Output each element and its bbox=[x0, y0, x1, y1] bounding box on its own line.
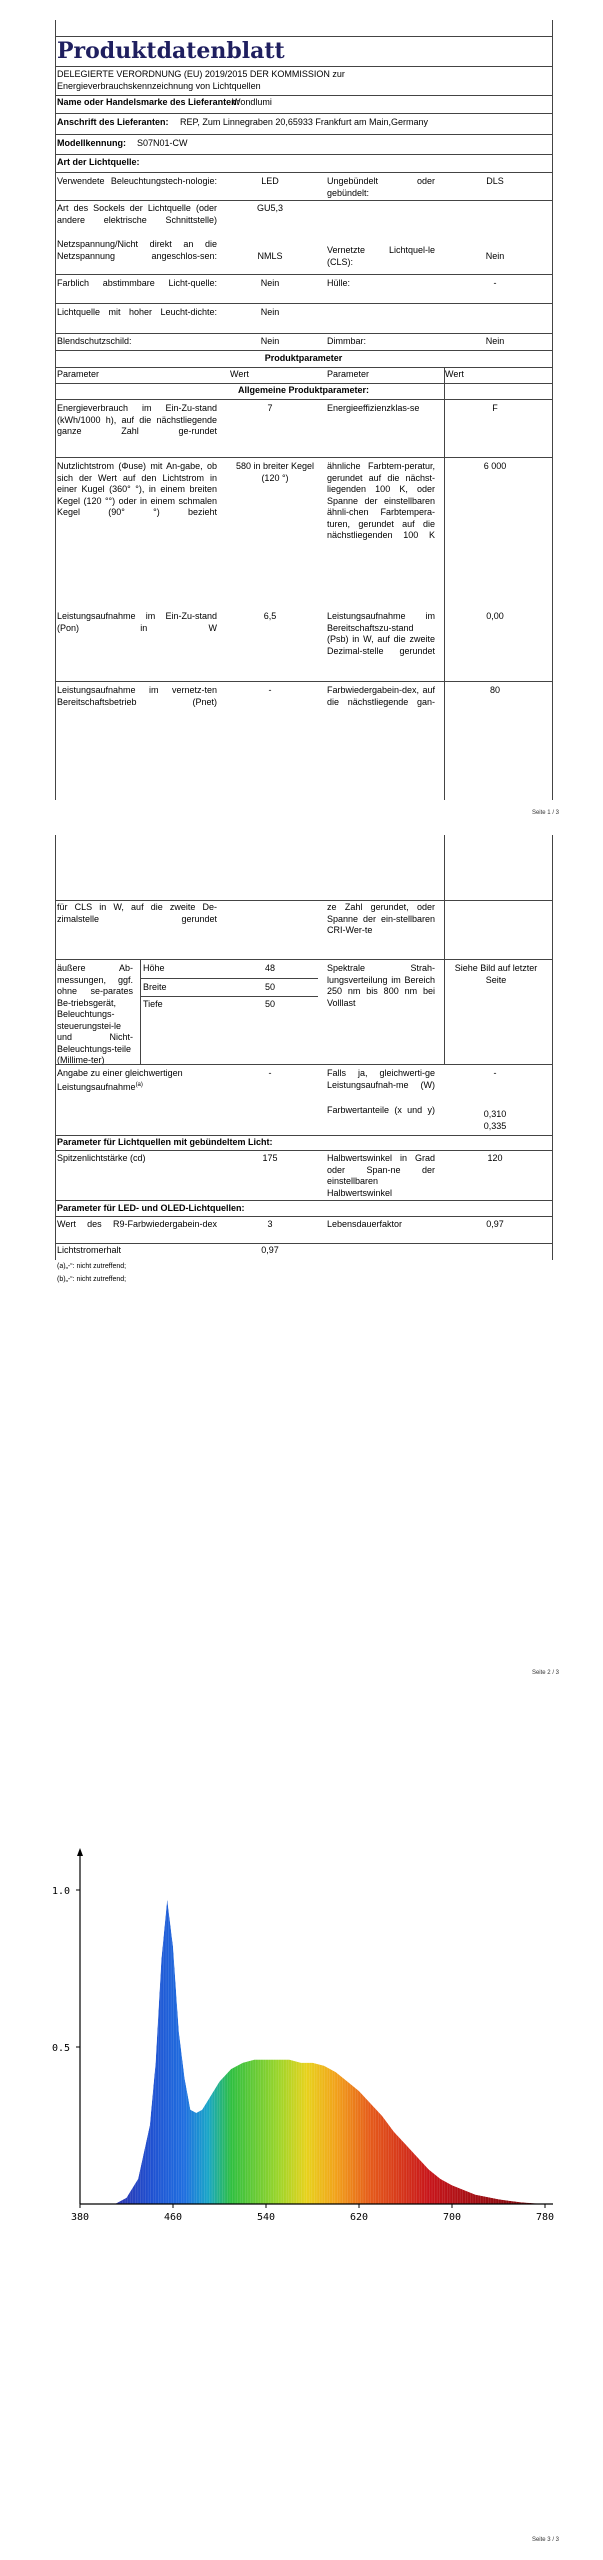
cls-value: Nein bbox=[485, 251, 505, 261]
rule bbox=[55, 200, 552, 201]
rule bbox=[55, 457, 552, 458]
cct-value: 6 000 bbox=[483, 461, 507, 471]
networked-standby-label: Leistungsaufnahme im vernetz-ten Bereitschaftsbetrieb (Pnet) bbox=[57, 685, 217, 707]
height-value: 48 bbox=[264, 963, 275, 973]
glare-value: Nein bbox=[260, 336, 280, 346]
energy-consumption-value: 7 bbox=[267, 403, 273, 413]
rule bbox=[55, 1150, 552, 1151]
rule bbox=[55, 303, 552, 304]
table-border bbox=[140, 959, 141, 1064]
spd-label: Spektrale Strah-lungsverteilung im Bereich 250 nm bis 800 nm bei Volllast bbox=[327, 963, 435, 1008]
rule bbox=[55, 367, 552, 368]
rule bbox=[55, 1200, 552, 1201]
bundled-value: DLS bbox=[486, 176, 504, 186]
rule bbox=[55, 172, 552, 173]
useful-flux-label: Nutzlichtstrom (Φuse) mit An-gabe, ob sich der Wert auf den Lichtstrom in einer Kugel (360° °), in einem breiten Kegel (120 °°) oder in einem schmalen Kegel (90° °) bezieht bbox=[57, 461, 217, 517]
rule bbox=[55, 1243, 552, 1244]
rule bbox=[55, 1135, 552, 1136]
x-tick-label: 380 bbox=[70, 2212, 90, 2223]
beam-angle-value: 120 bbox=[487, 1153, 503, 1163]
page-number: Seite 2 / 3 bbox=[531, 1670, 559, 1676]
supplier-value: Wondlumi bbox=[232, 97, 272, 107]
r9-value: 3 bbox=[267, 1219, 273, 1229]
regulation-line-2: Energieverbrauchskennzeichnung von Lichtquellen bbox=[57, 81, 261, 91]
equivalent-power-value: - bbox=[268, 1068, 272, 1078]
x-tick-label: 620 bbox=[349, 2212, 369, 2223]
document-title: Produktdatenblatt bbox=[57, 38, 285, 64]
equivalent-power-watts-value: - bbox=[493, 1068, 497, 1078]
cct-label: ähnliche Farbtem-peratur, gerundet auf die nächst-liegenden 100 K, oder Spanne der einstellbaren ähnli-chen Farbtempera-turen, gerundet auf die nächstliegenden 100 K bbox=[327, 461, 435, 540]
address-label: Anschrift des Lieferanten: bbox=[57, 117, 169, 127]
dimmable-value: Nein bbox=[485, 336, 505, 346]
rule bbox=[140, 996, 318, 997]
tech-label: Verwendete Beleuchtungstech-nologie: bbox=[57, 176, 217, 186]
regulation-line-1: DELEGIERTE VERORDNUNG (EU) 2019/2015 DER KOMMISSION zur bbox=[57, 69, 345, 79]
chromaticity-y: 0,335 bbox=[483, 1121, 507, 1131]
x-tick-label: 780 bbox=[535, 2212, 555, 2223]
rule bbox=[55, 113, 552, 114]
width-label: Breite bbox=[143, 982, 167, 992]
rule bbox=[55, 1064, 552, 1065]
rule bbox=[55, 1216, 552, 1217]
cri-label-cont: ze Zahl gerundet, oder Spanne der ein-stellbaren CRI-Wer-te bbox=[327, 902, 435, 935]
bundled-label: Ungebündelt oder gebündelt: bbox=[327, 176, 435, 198]
cri-value: 80 bbox=[489, 685, 500, 695]
networked-standby-value: - bbox=[268, 685, 272, 695]
depth-value: 50 bbox=[264, 999, 275, 1009]
product-params-heading: Produktparameter bbox=[264, 353, 343, 363]
height-label: Höhe bbox=[143, 963, 165, 973]
table-border bbox=[444, 367, 445, 800]
y-axis-arrow bbox=[77, 1848, 83, 1856]
model-label: Modellkennung: bbox=[57, 138, 126, 148]
rule bbox=[55, 681, 552, 682]
x-tick-label: 540 bbox=[256, 2212, 276, 2223]
x-tick-label: 700 bbox=[442, 2212, 462, 2223]
col-header-param: Parameter bbox=[57, 369, 100, 379]
page-1 bbox=[0, 0, 603, 835]
dimmable-label: Dimmbar: bbox=[327, 336, 367, 346]
light-source-type-label: Art der Lichtquelle: bbox=[57, 157, 140, 167]
chromaticity-label: Farbwertanteile (x und y) bbox=[327, 1105, 435, 1115]
col-header-value-2: Wert bbox=[445, 369, 464, 379]
cls-label: Vernetzte Lichtquel-le (CLS): bbox=[327, 245, 435, 267]
table-border bbox=[55, 835, 56, 1260]
equivalent-power-label: Angabe zu einer gleichwertigen Leistungsaufnahme$^{(a)}$ bbox=[57, 1068, 183, 1092]
glare-label: Blendschutzschild: bbox=[57, 336, 132, 346]
energy-class-value: F bbox=[492, 403, 498, 413]
equivalent-power-watts-label: Falls ja, gleichwerti-ge Leistungsaufnah-me (W) bbox=[327, 1068, 435, 1090]
rule bbox=[55, 36, 552, 37]
peak-intensity-value: 175 bbox=[262, 1153, 278, 1163]
networked-standby-cont: für CLS in W, auf die zweite De-zimalstelle gerundet bbox=[57, 902, 217, 924]
r9-label: Wert des R9-Farbwiedergabein-dex bbox=[57, 1219, 217, 1229]
chromaticity-x: 0,310 bbox=[483, 1109, 507, 1119]
on-mode-power-value: 6,5 bbox=[263, 611, 277, 621]
led-params-heading: Parameter für LED- und OLED-Lichtquellen: bbox=[57, 1203, 245, 1213]
address-value: REP, Zum Linnegraben 20,65933 Frankfurt am Main,Germany bbox=[180, 117, 428, 127]
width-value: 50 bbox=[264, 982, 275, 992]
supplier-label: Name oder Handelsmarke des Lieferanten: bbox=[57, 97, 240, 107]
rule bbox=[55, 333, 552, 334]
socket-value: GU5,3 bbox=[256, 203, 283, 213]
standby-power-label: Leistungsaufnahme im Bereitschaftszu-stand (Psb) in W, auf die zweite Dezimal-stelle gerundet bbox=[327, 611, 435, 656]
survival-factor-value: 0,97 bbox=[486, 1219, 504, 1229]
useful-flux-value: 580 in breiter Kegel (120 °) bbox=[235, 461, 315, 483]
spd-value: Siehe Bild auf letzter Seite bbox=[454, 963, 538, 985]
col-header-value: Wert bbox=[230, 369, 249, 379]
footnote-b: (b)„-“: nicht zutreffend; bbox=[57, 1276, 127, 1283]
lumen-maintenance-label: Lichtstromerhalt bbox=[57, 1245, 122, 1255]
rule bbox=[55, 900, 552, 901]
rule bbox=[55, 95, 552, 96]
depth-label: Tiefe bbox=[143, 999, 163, 1009]
page-number: Seite 1 / 3 bbox=[531, 810, 559, 816]
socket-label: Art des Sockels der Lichtquelle (oder andere elektrische Schnittstelle) bbox=[57, 203, 217, 225]
survival-factor-label: Lebensdauerfaktor bbox=[327, 1219, 403, 1229]
tunable-label: Farblich abstimmbare Licht-quelle: bbox=[57, 278, 217, 288]
energy-consumption-label: Energieverbrauch im Ein-Zu-stand (kWh/1000 h), auf die nächstliegende ganze Zahl ge-rundet bbox=[57, 403, 217, 436]
table-border bbox=[552, 835, 553, 1260]
rule bbox=[55, 274, 552, 275]
model-value: S07N01-CW bbox=[137, 138, 188, 148]
rule bbox=[55, 959, 552, 960]
y-tick-label: 1.0 bbox=[51, 1886, 70, 1897]
page-2 bbox=[0, 835, 603, 1692]
rule bbox=[55, 399, 552, 400]
envelope-value: - bbox=[493, 278, 497, 288]
mains-value: NMLS bbox=[257, 251, 283, 261]
envelope-label: Hülle: bbox=[327, 278, 351, 288]
energy-class-label: Energieeffizienzklas-se bbox=[327, 403, 420, 413]
rule bbox=[55, 154, 552, 155]
lumen-maintenance-value: 0,97 bbox=[261, 1245, 279, 1255]
directional-params-heading: Parameter für Lichtquellen mit gebündeltem Licht: bbox=[57, 1137, 273, 1147]
dimensions-label: äußere Ab-messungen, ggf. ohne se-parates Be-triebsgerät, Beleuchtungs-steuerungstei-le und Nicht-Beleuchtungs-teile (Millime-ter) bbox=[57, 963, 133, 1065]
table-border bbox=[444, 835, 445, 1064]
rule bbox=[140, 978, 318, 979]
spectral-distribution-chart bbox=[0, 1822, 603, 2242]
page-number: Seite 3 / 3 bbox=[531, 2537, 559, 2543]
high-luminance-label: Lichtquelle mit hoher Leucht-dichte: bbox=[57, 307, 217, 317]
tunable-value: Nein bbox=[260, 278, 280, 288]
standby-power-value: 0,00 bbox=[486, 611, 504, 621]
rule bbox=[55, 383, 552, 384]
footnote-a: (a)„-“: nicht zutreffend; bbox=[57, 1263, 127, 1270]
mains-label: Netzspannung/Nicht direkt an die Netzspannung angeschlos-sen: bbox=[57, 239, 217, 261]
peak-intensity-label: Spitzenlichtstärke (cd) bbox=[57, 1153, 146, 1163]
high-luminance-value: Nein bbox=[260, 307, 280, 317]
y-tick-label: 0.5 bbox=[51, 2043, 70, 2054]
col-header-param-2: Parameter bbox=[327, 369, 370, 379]
on-mode-power-label: Leistungsaufnahme im Ein-Zu-stand (Pon) in W bbox=[57, 611, 217, 633]
tech-value: LED bbox=[261, 176, 279, 186]
page-3 bbox=[0, 1692, 603, 2560]
rule bbox=[55, 66, 552, 67]
table-border bbox=[55, 20, 56, 800]
rule bbox=[55, 134, 552, 135]
beam-angle-label: Halbwertswinkel in Grad oder Span-ne der einstellbaren Halbwertswinkel bbox=[327, 1153, 435, 1198]
general-params-heading: Allgemeine Produktparameter: bbox=[237, 385, 370, 395]
rule bbox=[55, 350, 552, 351]
x-tick-label: 460 bbox=[163, 2212, 183, 2223]
cri-label: Farbwiedergabein-dex, auf die nächstliegende gan- bbox=[327, 685, 435, 707]
table-border bbox=[552, 20, 553, 800]
